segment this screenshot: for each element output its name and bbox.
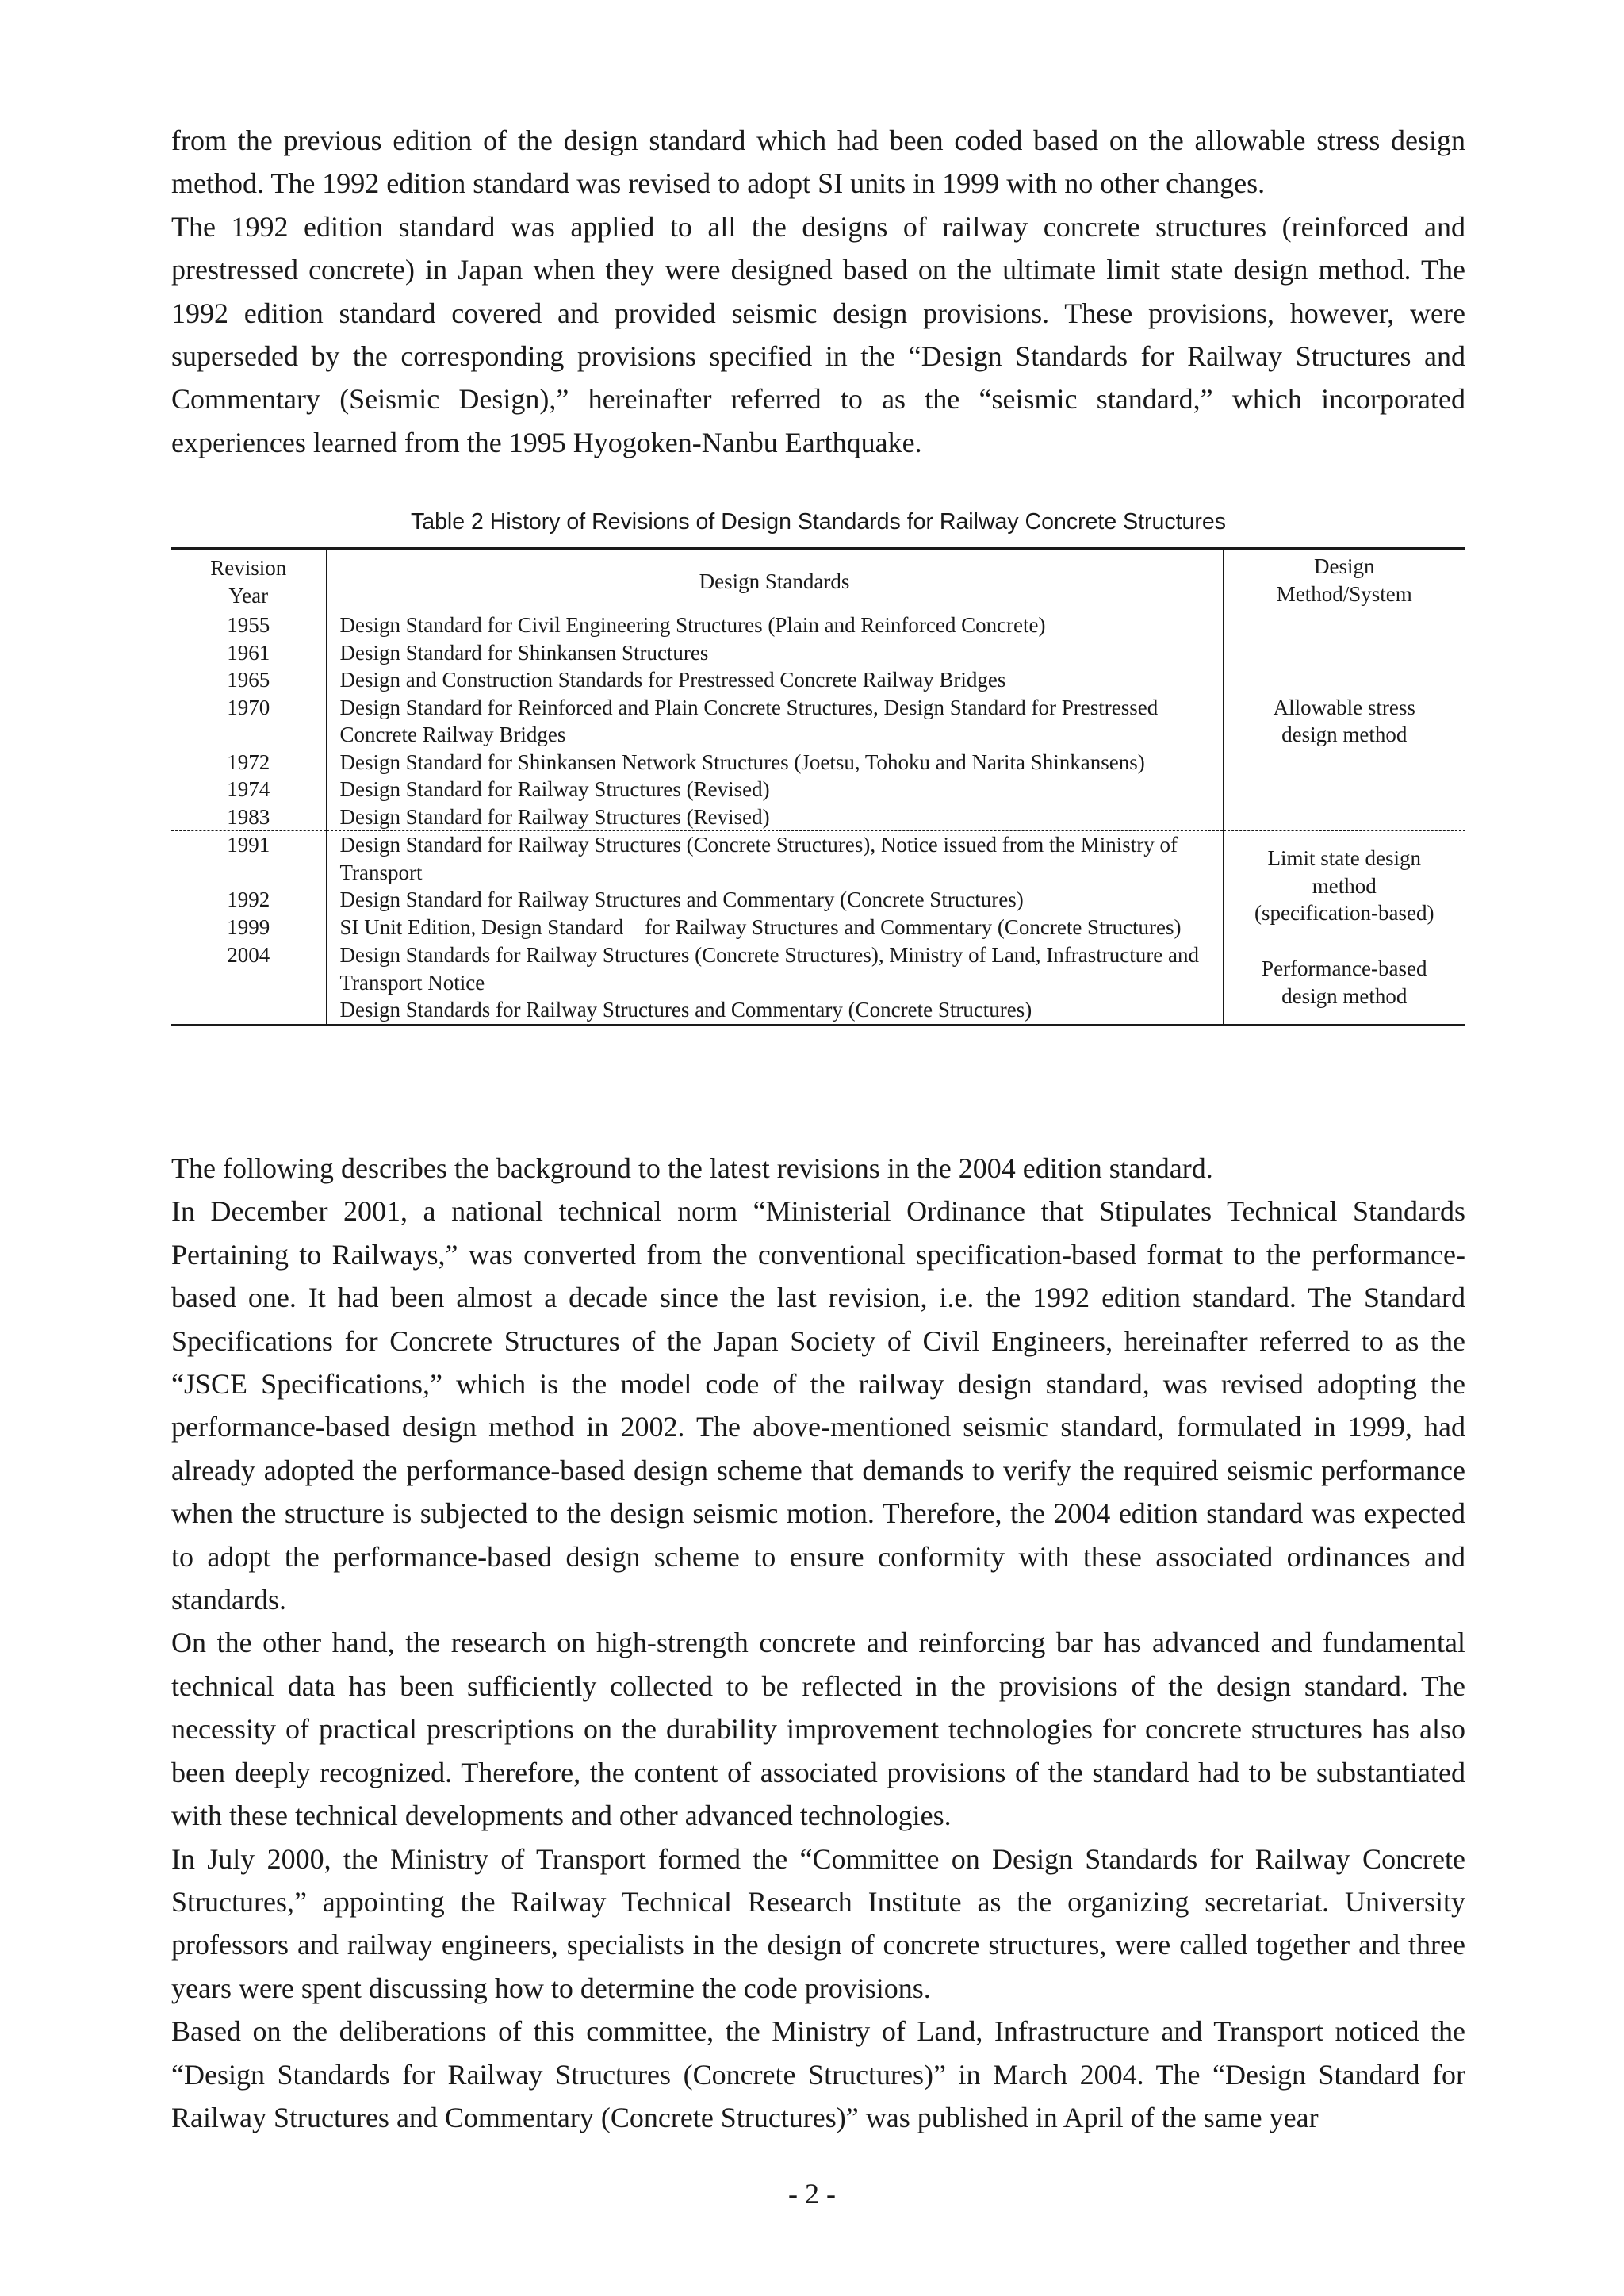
design-standard-cell: Design and Construction Standards for Prestressed Concrete Railway Bridges (326, 666, 1223, 694)
revision-year-cell: 1974 (227, 777, 270, 801)
table-group (171, 611, 1465, 831)
intro-text (171, 119, 1465, 464)
revision-year-cell: 1991 (227, 833, 270, 857)
revision-year-cell: 1965 (227, 668, 270, 692)
design-standard-cell: Design Standard for Railway Structures (Concrete Structures), Notice issued from the Ministry of Transport (326, 831, 1223, 887)
table-group (171, 941, 1465, 1025)
revision-history-table (171, 547, 1465, 1026)
table-row (171, 941, 1465, 997)
design-standard-cell: Design Standard for Civil Engineering Structures (Plain and Reinforced Concrete) (326, 611, 1223, 639)
header-revision-year (171, 549, 326, 611)
revision-year-cell: 1961 (227, 640, 270, 665)
paragraph: In December 2001, a national technical norm “Ministerial Ordinance that Stipulates Technical Standards Pertaining to Railways,” was converted from the conventional specification-based format to the performance-based one. It had been almost a decade since the last revision, i.e. the 1992 edition standard. The Standard Specifications for Concrete Structures of the Japan Society of Civil Engineers, hereinafter referred to as the “JSCE Specifications,” which is the model code of the railway design standard, was revised adopting the performance-based design method in 2002. The above-mentioned seismic standard, formulated in 1999, had already adopted the performance-based design scheme that demands to verify the required seismic performance when the structure is subjected to the design seismic motion. Therefore, the 2004 edition standard was expected to adopt the performance-based design scheme to ensure conformity with these associated ordinances and standards. (171, 1195, 1465, 1616)
table-row (171, 611, 1465, 639)
design-standard-cell: Design Standard for Reinforced and Plain Concrete Structures, Design Standard for Prestressed Concrete Railway Bridges (326, 694, 1223, 749)
header-method-line-2: Method/System (1276, 581, 1412, 606)
table-caption: Table 2 History of Revisions of Design Standards for Railway Concrete Structures (410, 509, 1227, 535)
design-standard-cell: Design Standard for Railway Structures and Commentary (Concrete Structures) (326, 886, 1223, 914)
design-standard-cell: SI Unit Edition, Design Standard for Railway Structures and Commentary (Concrete Structures) (326, 914, 1223, 941)
revision-year-cell: 1955 (227, 613, 270, 637)
revision-year-cell: 1983 (227, 804, 270, 829)
paragraph: Based on the deliberations of this committee, the Ministry of Land, Infrastructure and Transport noticed the “Design Standards for Railway Structures (Concrete Structures)” in March 2004. The “Design Standard for Railway Structures and Commentary (Concrete Structures)” was published in April of the same year (171, 2015, 1465, 2133)
header-method-line-1: Design (1314, 554, 1375, 578)
table-header-row (171, 549, 1465, 611)
header-year-line-1: Revision (210, 556, 287, 580)
revision-year-cell: 1972 (227, 749, 270, 774)
revision-year-cell: 1970 (227, 695, 270, 719)
design-standard-cell: Design Standards for Railway Structures and Commentary (Concrete Structures) (326, 996, 1223, 1025)
design-method-cell (1223, 611, 1465, 831)
design-standard-cell: Design Standards for Railway Structures (Concrete Structures), Ministry of Land, Infrastructure and Transport Notice (326, 941, 1223, 997)
design-standard-cell: Design Standard for Shinkansen Network Structures (Joetsu, Tohoku and Narita Shinkansens) (326, 749, 1223, 776)
design-method-cell (1223, 941, 1465, 1025)
header-year-line-2: Year (228, 583, 269, 608)
design-method-line: design method (1281, 723, 1408, 746)
design-standard-cell: Design Standard for Shinkansen Structures (326, 639, 1223, 667)
paragraph: On the other hand, the research on high-strength concrete and reinforcing bar has advanced and fundamental technical data has been sufficiently collected to be reflected in the provisions of the design standard. The necessity of practical prescriptions on the durability improvement technologies for concrete structures has also been deeply recognized. Therefore, the content of associated provisions of the standard had to be substantiated with these technical developments and other advanced technologies. (171, 1627, 1465, 1832)
paragraph: from the previous edition of the design standard which had been coded based on the allowable stress design method. The 1992 edition standard was revised to adopt SI units in 1999 with no other changes. (171, 125, 1465, 200)
revision-year-cell: 1999 (227, 914, 270, 939)
design-method-line: (specification-based) (1254, 901, 1434, 926)
revision-year-cell (171, 996, 326, 1025)
design-method-line: design method (1281, 983, 1408, 1008)
revision-year-cell: 2004 (227, 943, 270, 967)
design-method-line: Limit state design (1267, 846, 1421, 871)
body-text (171, 1147, 1465, 2139)
design-standard-cell: Design Standard for Railway Structures (Revised) (326, 803, 1223, 831)
table-group (171, 831, 1465, 941)
paragraph: In July 2000, the Ministry of Transport formed the “Committee on Design Standards for Railway Concrete Structures,” appointing the Railway Technical Research Institute as the organizing secretariat. University professors and railway engineers, specialists in the design of concrete structures, were called together and three years were spent discussing how to determine the code provisions. (171, 1842, 1465, 2004)
design-method-line: Performance-based (1262, 956, 1427, 981)
header-design-method (1223, 549, 1465, 611)
header-design-standards: Design Standards (326, 549, 1223, 611)
page-number: - 2 - (788, 2178, 836, 2210)
revision-year-cell: 1992 (227, 887, 270, 911)
paragraph: The 1992 edition standard was applied to all the designs of railway concrete structures (reinforced and prestressed concrete) in Japan when they were designed based on the ultimate limit state design method. The 1992 edition standard covered and provided seismic design provisions. These provisions, however, were superseded by the corresponding provisions specified in the “Design Standards for Railway Structures and Commentary (Seismic Design),” hereinafter referred to as the “seismic standard,” which incorporated experiences learned from the 1995 Hyogoken-Nanbu Earthquake. (171, 210, 1465, 458)
table-row (171, 831, 1465, 887)
design-method-cell (1223, 831, 1465, 941)
design-method-line: method (1312, 873, 1377, 898)
design-method-line: Allowable stress (1273, 695, 1415, 719)
paragraph: The following describes the background to the latest revisions in the 2004 edition standard. (171, 1152, 1213, 1184)
design-standard-cell: Design Standard for Railway Structures (Revised) (326, 776, 1223, 803)
